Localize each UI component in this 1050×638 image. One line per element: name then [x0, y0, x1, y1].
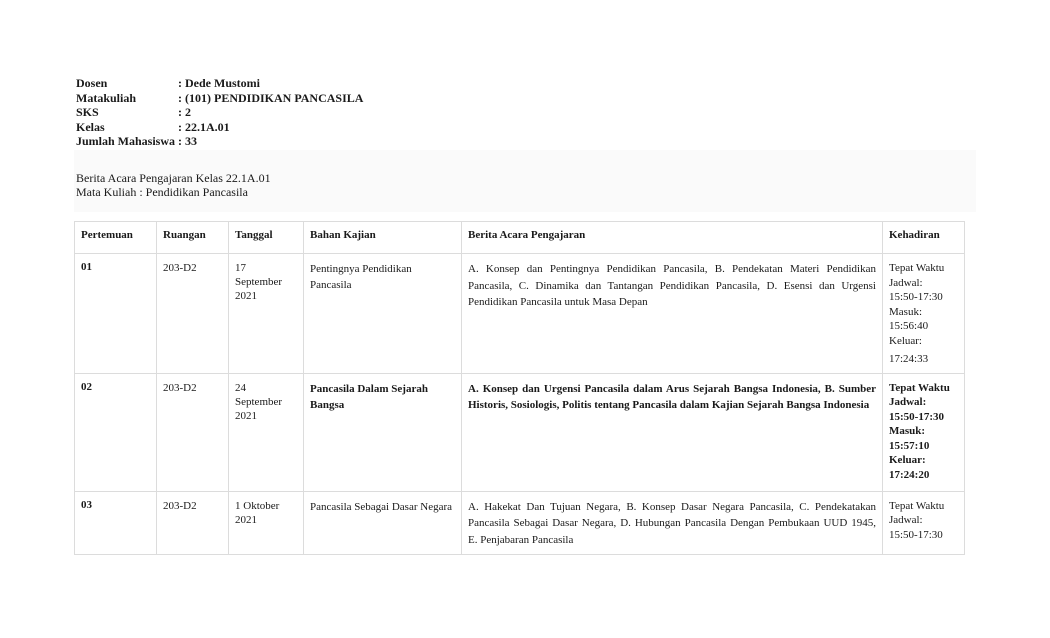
col-header-berita-acara: Berita Acara Pengajaran: [462, 222, 883, 254]
check-out-value: 17:24:33: [889, 353, 929, 365]
check-in-value: 15:56:40: [889, 320, 929, 332]
cell-tanggal: [229, 373, 304, 491]
schedule-label: Jadwal:: [889, 514, 923, 526]
tanggal-year: 2021: [235, 409, 257, 422]
report-header: [74, 150, 976, 212]
cell-pertemuan: 01: [75, 254, 157, 374]
schedule-value: 15:50-17:30: [889, 410, 944, 423]
tanggal-year: 2021: [235, 513, 257, 526]
cell-tanggal: [229, 254, 304, 374]
info-row-dosen: [76, 76, 363, 91]
cell-bahan-kajian: Pancasila Sebagai Dasar Negara: [304, 491, 462, 555]
tanggal-month: September: [235, 276, 283, 288]
schedule-value: 15:50-17:30: [889, 528, 943, 541]
schedule-label: Jadwal:: [889, 276, 923, 289]
attendance-status: Tepat Waktu: [889, 499, 945, 512]
check-out-label: Keluar:: [889, 334, 922, 347]
attendance-status: Tepat Waktu: [889, 262, 945, 274]
tanggal-year: 2021: [235, 290, 257, 302]
col-header-pertemuan: Pertemuan: [75, 222, 157, 254]
report-subtitle: Mata Kuliah : Pendidikan Pancasila: [76, 185, 248, 199]
schedule-label: Jadwal:: [889, 396, 927, 408]
dosen-value: : Dede Mustomi: [178, 76, 260, 90]
schedule-value: 15:50-17:30: [889, 291, 943, 303]
cell-bahan-kajian: Pancasila Dalam Sejarah Bangsa: [304, 373, 462, 491]
table-row: [75, 254, 965, 374]
col-header-tanggal: Tanggal: [229, 222, 304, 254]
kelas-value: : 22.1A.01: [178, 119, 230, 134]
cell-ruangan: 203-D2: [157, 373, 229, 491]
report-title: Berita Acara Pengajaran Kelas 22.1A.01: [76, 171, 271, 185]
check-in-label: Masuk:: [889, 305, 922, 318]
table-row: [75, 373, 965, 491]
dosen-label: Dosen: [76, 76, 108, 90]
check-in-value: 15:57:10: [889, 439, 930, 452]
matakuliah-value: : (101) PENDIDIKAN PANCASILA: [178, 90, 364, 105]
info-row-matakuliah: [76, 91, 363, 106]
cell-kehadiran: [883, 254, 965, 374]
cell-tanggal: [229, 491, 304, 555]
kelas-label: Kelas: [76, 119, 105, 134]
cell-berita-acara: A. Konsep dan Pentingnya Pendidikan Pancasila, B. Pendekatan Materi Pendidikan Pancasila, C. Dinamika dan Tantangan Pendidikan Pancasila, D. Esensi dan Urgensi Pendidikan Pancasila untuk Masa Depan: [462, 254, 883, 374]
info-row-kelas: [76, 120, 363, 135]
info-row-jumlah: [76, 134, 363, 149]
attendance-status: Tepat Waktu: [889, 381, 950, 394]
cell-ruangan: 203-D2: [157, 491, 229, 555]
tanggal-month: September: [235, 395, 283, 408]
matakuliah-label: Matakuliah: [76, 90, 137, 105]
jumlah-value: : 33: [178, 134, 197, 149]
sks-value: : 2: [178, 105, 191, 120]
tanggal-day: 17: [235, 262, 246, 274]
cell-pertemuan: 03: [75, 491, 157, 555]
table-header-row: [75, 222, 965, 254]
cell-kehadiran: [883, 491, 965, 555]
tanggal-day: 1 Oktober: [235, 499, 280, 512]
cell-bahan-kajian: Pentingnya Pendidikan Pancasila: [304, 254, 462, 374]
teaching-report-table: [74, 221, 965, 555]
sks-label: SKS: [76, 105, 99, 120]
check-out-value: 17:24:20: [889, 468, 930, 481]
cell-ruangan: 203-D2: [157, 254, 229, 374]
course-info: [76, 76, 363, 149]
col-header-ruangan: Ruangan: [157, 222, 229, 254]
tanggal-day: 24: [235, 381, 246, 394]
cell-pertemuan: 02: [75, 373, 157, 491]
cell-berita-acara: A. Konsep dan Urgensi Pancasila dalam Arus Sejarah Bangsa Indonesia, B. Sumber Historis, Sosiologis, Politis tentang Pancasila dalam Kajian Sejarah Bangsa Indonesia: [462, 373, 883, 491]
check-in-label: Masuk:: [889, 425, 926, 437]
jumlah-label: Jumlah Mahasiswa: [76, 134, 176, 149]
check-out-label: Keluar:: [889, 454, 926, 466]
table-row: [75, 491, 965, 555]
cell-kehadiran: [883, 373, 965, 491]
info-row-sks: [76, 105, 363, 120]
cell-berita-acara: A. Hakekat Dan Tujuan Negara, B. Konsep Dasar Negara Pancasila, C. Pendekatakan Pancasila Sebagai Dasar Negara, D. Hubungan Pancasila Dengan Pembukaan UUD 1945, E. Penjabaran Pancasila: [462, 491, 883, 555]
col-header-bahan-kajian: Bahan Kajian: [304, 222, 462, 254]
col-header-kehadiran: Kehadiran: [883, 222, 965, 254]
